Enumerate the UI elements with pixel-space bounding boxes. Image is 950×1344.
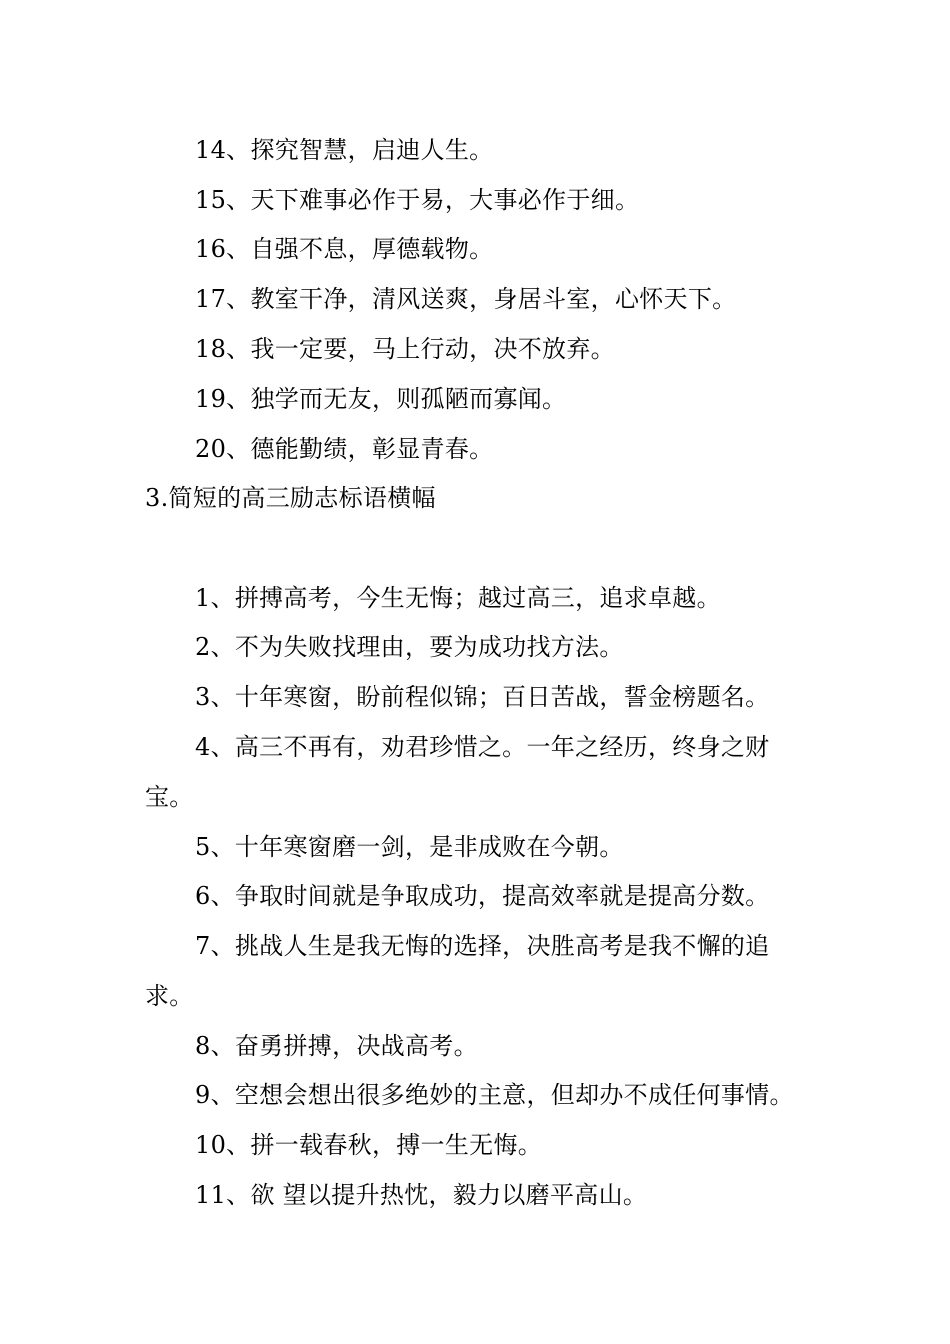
list-item: 20、德能勤绩，彰显青春。 [195, 435, 494, 463]
list-item: 18、我一定要，马上行动，决不放弃。 [195, 335, 615, 363]
list-item: 11、欲 望以提升热忱，毅力以磨平高山。 [195, 1181, 648, 1209]
list-item: 6、争取时间就是争取成功，提高效率就是提高分数。 [195, 882, 770, 910]
list-item: 2、不为失败找理由，要为成功找方法。 [195, 633, 624, 661]
list-item: 14、探究智慧，启迪人生。 [195, 136, 494, 164]
section-heading: 3.简短的高三励志标语横幅 [145, 484, 436, 512]
list-item-continuation: 宝。 [145, 783, 194, 811]
list-item: 10、拼一载春秋，搏一生无悔。 [195, 1131, 543, 1159]
list-item: 5、十年寒窗磨一剑，是非成败在今朝。 [195, 833, 624, 861]
list-item: 4、高三不再有，劝君珍惜之。一年之经历，终身之财 [195, 733, 770, 761]
list-item: 1、拼搏高考，今生无悔；越过高三，追求卓越。 [195, 584, 721, 612]
list-item: 9、空想会想出很多绝妙的主意，但却办不成任何事情。 [195, 1081, 794, 1109]
list-item: 17、教室干净，清风送爽，身居斗室，心怀天下。 [195, 285, 737, 313]
list-item: 15、天下难事必作于易，大事必作于细。 [195, 186, 640, 214]
list-item-continuation: 求。 [145, 982, 194, 1010]
list-item: 7、挑战人生是我无悔的选择，决胜高考是我不懈的追 [195, 932, 770, 960]
list-item: 16、自强不息，厚德载物。 [195, 235, 494, 263]
list-item: 19、独学而无友，则孤陋而寡闻。 [195, 385, 567, 413]
list-item: 8、奋勇拼搏，决战高考。 [195, 1032, 478, 1060]
list-item: 3、十年寒窗，盼前程似锦；百日苦战，誓金榜题名。 [195, 683, 770, 711]
